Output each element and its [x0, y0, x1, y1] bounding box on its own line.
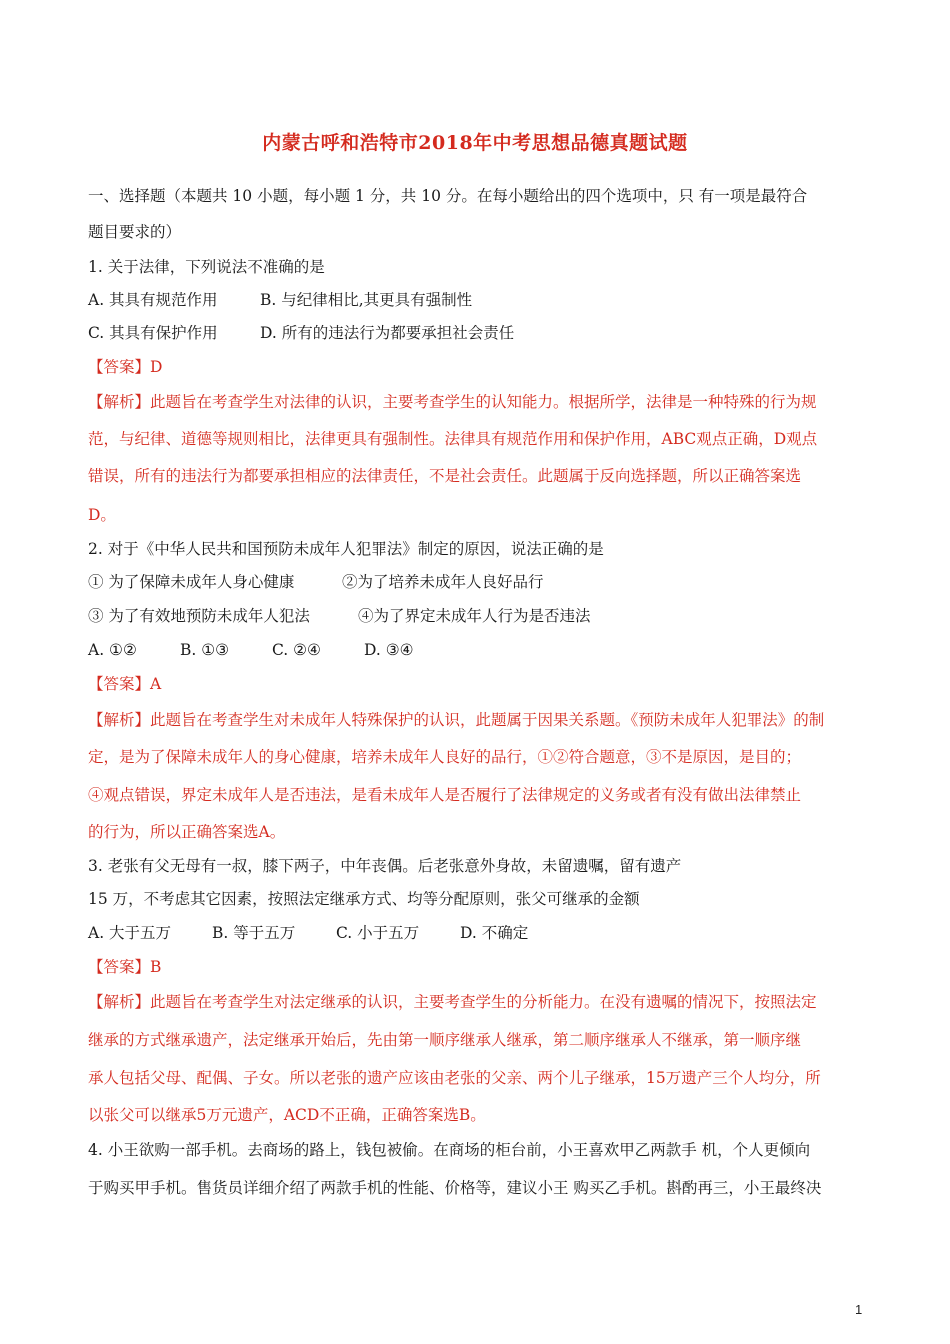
- q2-answer: 【答案】A: [88, 675, 162, 693]
- q3-option-a: A. 大于五万: [88, 924, 172, 942]
- q2-analysis-line-4: 的行为，所以正确答案选A。: [88, 823, 286, 841]
- q3-option-b: B. 等于五万: [212, 924, 296, 942]
- section-instruction-line-1: 一、选择题（本题共 10 小题，每小题 1 分，共 10 分。在每小题给出的四个选项中，只 有一项是最符合: [88, 187, 808, 205]
- q2-option-b: B. ①③: [180, 641, 230, 659]
- q3-analysis-line-4: 以张父可以继承5万元遗产，ACD不正确，正确答案选B。: [88, 1106, 486, 1124]
- q3-analysis-line-2: 继承的方式继承遗产，法定继承开始后，先由第一顺序继承人继承，第二顺序继承人不继承，第一顺序继: [88, 1031, 802, 1049]
- q1-option-a: A. 其具有规范作用: [88, 291, 218, 309]
- q2-item-4: ④为了界定未成年人行为是否违法: [358, 607, 591, 625]
- document-title: 内蒙古呼和浩特市2018年中考思想品德真题试题: [262, 132, 688, 154]
- q2-items-row-2: [88, 606, 591, 626]
- section-instruction-line-2: 题目要求的）: [88, 223, 182, 241]
- q1-option-b: B. 与纪律相比,其更具有强制性: [260, 291, 473, 309]
- q2-option-d: D. ③④: [364, 641, 414, 659]
- q2-option-a: A. ①②: [88, 641, 137, 659]
- q1-analysis-line-1: 【解析】此题旨在考查学生对法律的认识，主要考查学生的认知能力。根据所学，法律是一种特殊的行为规: [88, 393, 817, 411]
- q3-option-d: D. 不确定: [460, 924, 529, 942]
- q4-stem-line-2: 于购买甲手机。售货员详细介绍了两款手机的性能、价格等，建议小王 购买乙手机。斟酌再三，小王最终决: [88, 1179, 822, 1197]
- q2-item-2: ②为了培养未成年人良好品行: [342, 573, 544, 591]
- q2-item-3: ③ 为了有效地预防未成年人犯法: [88, 607, 310, 625]
- q3-options-row: [88, 923, 528, 943]
- q2-items-row-1: [88, 572, 544, 592]
- q3-analysis-line-3: 承人包括父母、配偶、子女。所以老张的遗产应该由老张的父亲、两个儿子继承，15万遗产三个人均分，所: [88, 1069, 821, 1087]
- q1-stem: 1. 关于法律，下列说法不准确的是: [88, 258, 325, 276]
- q3-answer: 【答案】B: [88, 958, 162, 976]
- q2-options-row: [88, 640, 414, 660]
- q3-stem-line-2: 15 万，不考虑其它因素，按照法定继承方式、均等分配原则，张父可继承的金额: [88, 890, 640, 908]
- q3-option-c: C. 小于五万: [336, 924, 420, 942]
- q1-answer: 【答案】D: [88, 358, 163, 376]
- q1-option-d: D. 所有的违法行为都要承担社会责任: [260, 324, 515, 342]
- q2-stem: 2. 对于《中华人民共和国预防未成年人犯罪法》制定的原因，说法正确的是: [88, 540, 604, 558]
- q2-analysis-line-3: ④观点错误，界定未成年人是否违法，是看未成年人是否履行了法律规定的义务或者有没有做出法律禁止: [88, 786, 802, 804]
- q4-stem-line-1: 4. 小王欲购一部手机。去商场的路上，钱包被偷。在商场的柜台前，小王喜欢甲乙两款手 机，个人更倾向: [88, 1141, 811, 1159]
- q2-analysis-line-1: 【解析】此题旨在考查学生对未成年人特殊保护的认识，此题属于因果关系题。《预防未成年人犯罪法》的制: [88, 711, 825, 729]
- q3-analysis-line-1: 【解析】此题旨在考查学生对法定继承的认识，主要考查学生的分析能力。在没有遗嘱的情况下，按照法定: [88, 993, 817, 1011]
- q1-analysis-line-4: D。: [88, 506, 116, 524]
- q1-analysis-line-3: 错误，所有的违法行为都要承担相应的法律责任，不是社会责任。此题属于反向选择题，所以正确答案选: [88, 467, 802, 485]
- q2-item-1: ① 为了保障未成年人身心健康: [88, 573, 295, 591]
- q1-options-row-1: [88, 290, 472, 310]
- q3-stem-line-1: 3. 老张有父无母有一叔，膝下两子，中年丧偶。后老张意外身故，未留遗嘱，留有遗产: [88, 857, 682, 875]
- q1-analysis-line-2: 范，与纪律、道德等规则相比，法律更具有强制性。法律具有规范作用和保护作用，ABC观点正确，D观点: [88, 430, 818, 448]
- q1-option-c: C. 其具有保护作用: [88, 324, 218, 342]
- q2-option-c: C. ②④: [272, 641, 321, 659]
- q1-options-row-2: [88, 323, 514, 343]
- page-number: 1: [855, 1302, 863, 1317]
- q2-analysis-line-2: 定，是为了保障未成年人的身心健康，培养未成年人良好的品行，①②符合题意，③不是原因，是目的；: [88, 748, 802, 766]
